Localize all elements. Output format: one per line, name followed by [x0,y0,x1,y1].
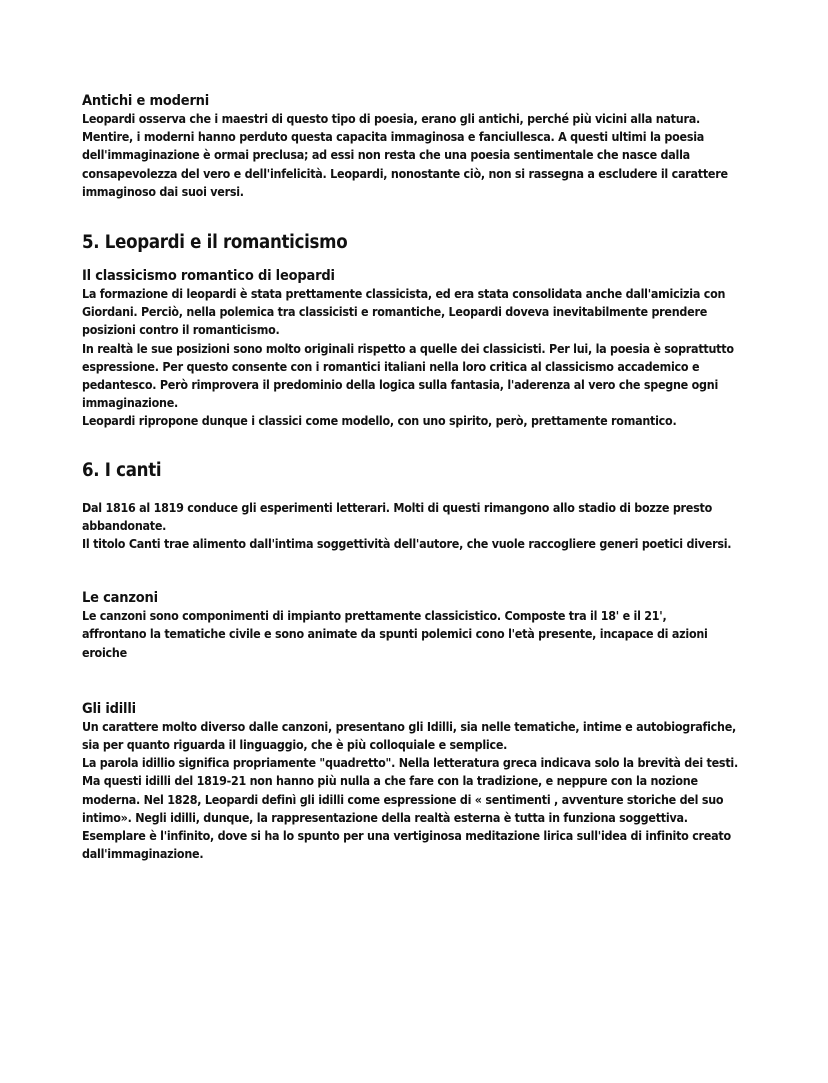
document-page [82,92,762,863]
text-line: moderna. Nel 1828, Leopardi definì gli idilli come espressione di « sentimenti , avventure storiche del suo [82,791,724,807]
section-antichi-e-moderni [82,92,762,201]
text-line: pedantesco. Però rimprovera il predominio della logica sulla fantasia, l'aderenza al vero che spegne ogni [82,377,719,393]
text-line: intimo». Negli idilli, dunque, la rappresentazione della realtà esterna è tutta in funziona soggettiva. [82,809,688,825]
text-line: dell'immaginazione è ormai preclusa; ad essi non resta che una poesia sentimentale che nasce dalla [82,147,690,163]
text-line: Le canzoni sono componimenti di impianto prettamente classicistico. Composte tra il 18' e il 21', [82,608,667,624]
text-line: Il titolo Canti trae alimento dall'intima soggettività dell'autore, che vuole raccogliere generi poetici diversi. [82,536,732,552]
subsection-title: Gli idilli [82,700,136,717]
section-le-canzoni [82,589,762,662]
section-heading-6: 6. I canti [82,459,162,481]
text-line: La formazione di leopardi è stata prettamente classicista, ed era stata consolidata anche dall'amicizia con [82,286,726,302]
text-line: affrontano la tematiche civile e sono animate da spunti polemici cono l'età presente, incapace di azioni [82,626,708,642]
text-line: consapevolezza del vero e dell'infelicità. Leopardi, nonostante ciò, non si rassegna a escludere il carattere [82,165,728,181]
paragraph [82,110,762,201]
paragraph [82,607,762,662]
subsection-title: Il classicismo romantico di leopardi [82,268,335,285]
text-line: immaginoso dai suoi versi. [82,183,244,199]
text-line: Un carattere molto diverso dalle canzoni, presentano gli Idilli, sia nelle tematiche, intime e autobiografiche, [82,718,736,734]
section-classicismo-romantico [82,267,762,431]
text-line: eroiche [82,644,127,660]
paragraph [82,499,762,554]
text-line: posizioni contro il romanticismo. [82,322,280,338]
subsection-title: Le canzoni [82,590,158,607]
text-line: In realtà le sue posizioni sono molto originali rispetto a quelle dei classicisti. Per lui, la poesia è soprattutto [82,340,734,356]
subsection-title: Antichi e moderni [82,93,210,109]
paragraph [82,285,762,431]
text-line: Mentire, i moderni hanno perduto questa capacita immaginosa e fanciullesca. A questi ultimi la poesia [82,129,705,145]
text-line: Dal 1816 al 1819 conduce gli esperimenti letterari. Molti di questi rimangono allo stadio di bozze presto [82,499,712,515]
section-canti-intro [82,499,762,554]
text-line: abbandonate. [82,517,167,533]
text-line: dall'immaginazione. [82,846,204,862]
text-line: Giordani. Perciò, nella polemica tra classicisti e romantiche, Leopardi doveva inevitabilmente prendere [82,304,708,320]
text-line: sia per quanto riguarda il linguaggio, che è più colloquiale e semplice. [82,737,508,753]
text-line: immaginazione. [82,395,179,411]
paragraph [82,718,762,864]
text-line: Ma questi idilli del 1819-21 non hanno più nulla a che fare con la tradizione, e neppure con la nozione [82,773,698,789]
text-line: espressione. Per questo consente con i romantici italiani nella loro critica al classicismo accademico e [82,358,700,374]
text-line: Leopardi osserva che i maestri di questo tipo di poesia, erano gli antichi, perché più vicini alla natura. [82,111,700,126]
text-line: Esemplare è l'infinito, dove si ha lo spunto per una vertiginosa meditazione lirica sull'idea di infinito creato [82,828,731,844]
text-line: La parola idillio significa propriamente "quadretto". Nella letteratura greca indicava solo la brevità dei testi. [82,755,738,771]
section-gli-idilli [82,700,762,864]
section-heading-5: 5. Leopardi e il romanticismo [82,232,348,254]
text-line: Leopardi ripropone dunque i classici come modello, con uno spirito, però, prettamente romantico. [82,413,677,429]
